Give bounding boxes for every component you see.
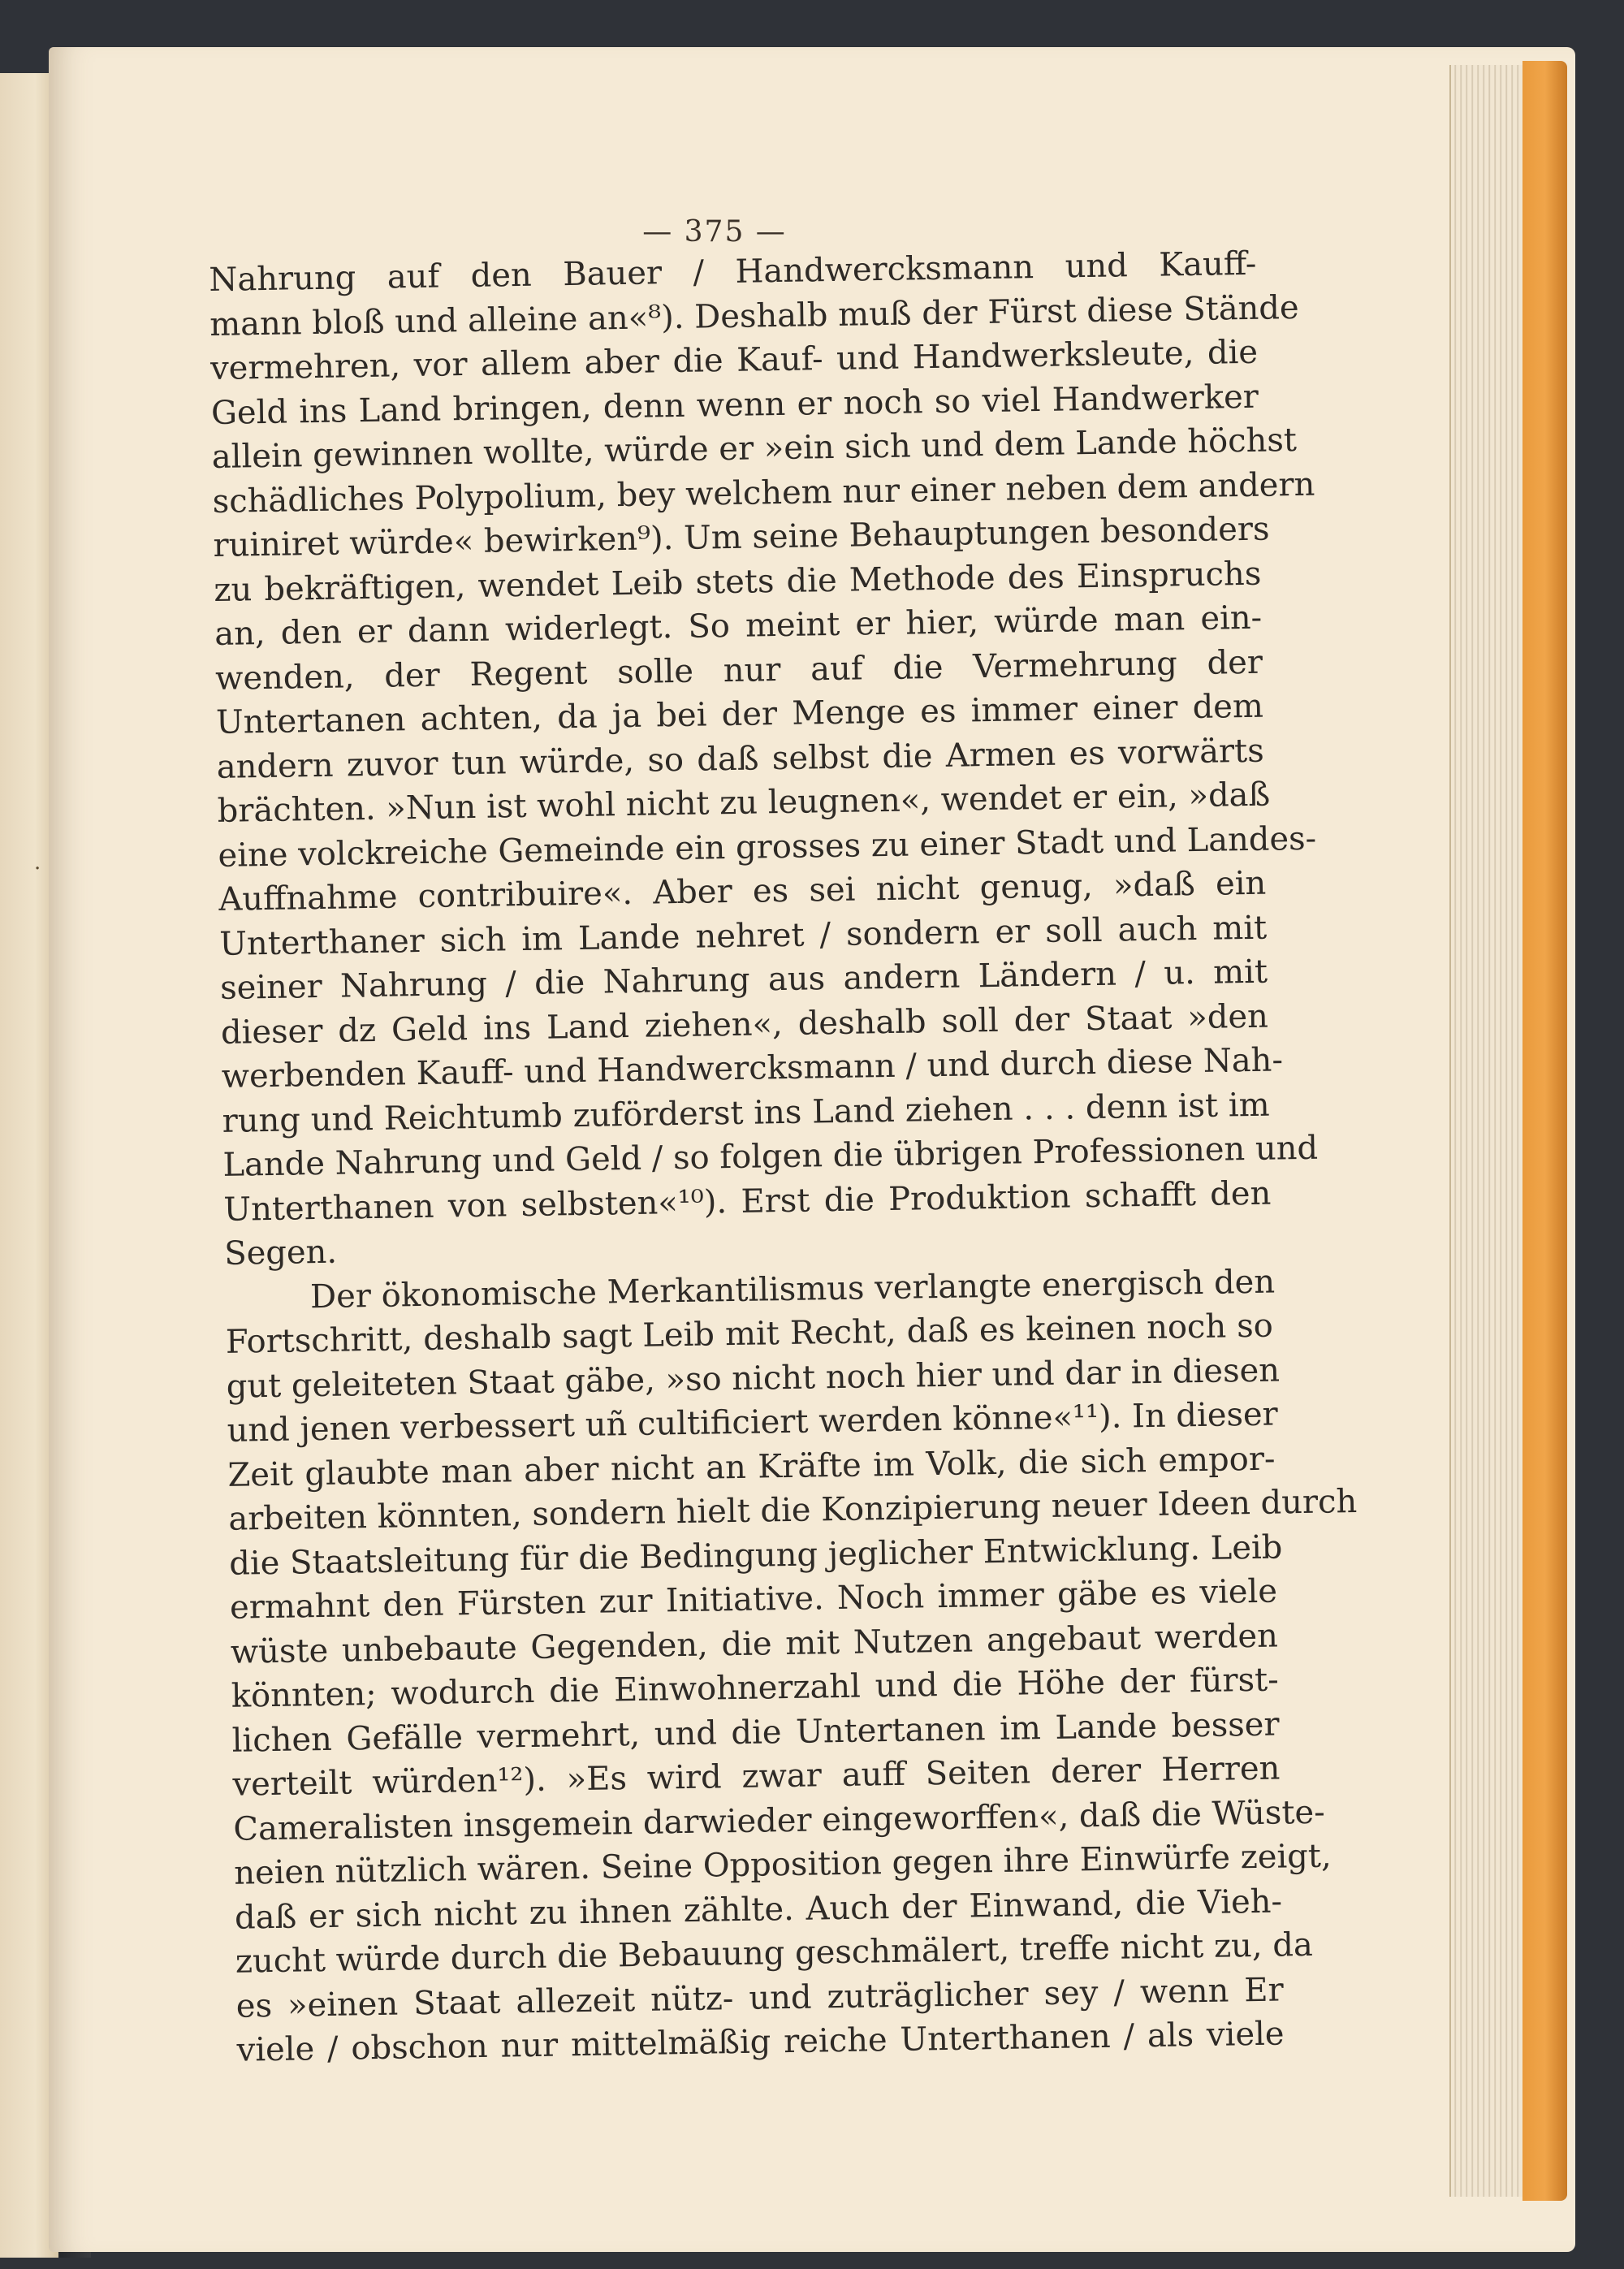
- text-line: neien nützlich wären. Seine Opposition gegen ihre Einwürfe zeigt,: [233, 1837, 1332, 1892]
- text-line: und jenen verbessert uñ cultificiert werden könne«¹¹). In dieser: [227, 1395, 1279, 1450]
- text-line: Auffnahme contribuire«. Aber es sei nicht genug, »daß ein: [218, 864, 1267, 918]
- text-line: Nahrung auf den Bauer / Handwercksmann und Kauff-: [209, 244, 1257, 299]
- text-line: dieser dz Geld ins Land ziehen«, deshalb soll der Staat »den: [220, 997, 1269, 1052]
- paragraph-end-line: Segen.: [223, 1233, 338, 1273]
- text-line: zu bekräftigen, wendet Leib stets die Methode des Einspruchs: [214, 555, 1262, 609]
- text-line: die Staatsleitung für die Bedingung jeglicher Entwicklung. Leib: [228, 1528, 1283, 1583]
- text-line: brächten. »Nun ist wohl nicht zu leugnen«, wendet er ein, »daß: [217, 776, 1271, 830]
- text-line: werbenden Kauff- und Handwercksmann / und durch diese Nah-: [221, 1041, 1284, 1096]
- text-line: vermehren, vor allem aber die Kauf- und Handwerksleute, die: [209, 333, 1259, 387]
- text-line: Unterthaner sich im Lande nehret / sondern er soll auch mit: [218, 909, 1268, 963]
- text-line: allein gewinnen wollte, würde er »ein sich und dem Lande höchst: [211, 421, 1298, 476]
- text-line: wenden, der Regent solle nur auf die Vermehrung der: [214, 643, 1263, 698]
- text-line: an, den er dann widerlegt. So meint er hier, würde man ein-: [214, 599, 1263, 653]
- text-line: Fortschritt, deshalb sagt Leib mit Recht, daß es keinen noch so: [225, 1307, 1274, 1361]
- text-line: arbeiten könnten, sondern hielt die Konzipierung neuer Ideen durch: [228, 1482, 1358, 1538]
- text-line: zucht würde durch die Bebauung geschmälert, treffe nicht zu, da: [235, 1925, 1314, 1981]
- text-line: Lande Nahrung und Geld / so folgen die übrigen Professionen und: [222, 1129, 1319, 1184]
- text-line: wüste unbebaute Gegenden, die mit Nutzen angebaut werden: [230, 1617, 1279, 1671]
- page-stack-edges: [1449, 65, 1524, 2197]
- book-cover-edge: [1522, 61, 1567, 2201]
- text-line: Geld ins Land bringen, denn wenn er noch so viel Handwerker: [210, 378, 1259, 432]
- paragraph-start-line: Der ökonomische Merkantilismus verlangte energisch den: [309, 1263, 1276, 1316]
- text-line: verteilt würden¹²). »Es wird zwar auff Seiten derer Herren: [232, 1749, 1281, 1804]
- text-line: lichen Gefälle vermehrt, und die Untertanen im Lande besser: [231, 1705, 1280, 1760]
- text-line: Zeit glaubte man aber nicht an Kräfte im Volk, die sich empor-: [227, 1440, 1276, 1494]
- text-line: gut geleiteten Staat gäbe, »so nicht noch hier und dar in diesen: [226, 1351, 1281, 1406]
- text-line: daß er sich nicht zu ihnen zählte. Auch der Einwand, die Vieh-: [234, 1882, 1283, 1937]
- text-line: könnten; wodurch die Einwohnerzahl und die Höhe der fürst-: [231, 1661, 1280, 1715]
- text-line: ermahnt den Fürsten zur Initiative. Noch immer gäbe es viele: [229, 1572, 1278, 1627]
- text-line: rung und Reichtumb zuförderst ins Land ziehen . . . denn ist im: [222, 1086, 1270, 1140]
- binding-mark: ·: [34, 857, 41, 881]
- body-text: [209, 242, 1358, 2072]
- text-line: ruiniret würde« bewirken⁹). Um seine Behauptungen besonders: [213, 510, 1270, 564]
- text-line: Untertanen achten, da ja bei der Menge es immer einer dem: [215, 687, 1264, 741]
- text-line: viele / obschon nur mittelmäßig reiche Unterthanen / als viele: [236, 2015, 1285, 2069]
- text-line: mann bloß und alleine an«⁸). Deshalb muß der Fürst diese Stände: [209, 288, 1299, 344]
- text-line: es »einen Staat allezeit nütz- und zuträglicher sey / wenn Er: [235, 1970, 1285, 2025]
- text-line: schädliches Polypolium, bey welchem nur einer neben dem andern: [212, 465, 1315, 521]
- text-line: Unterthanen von selbsten«¹⁰). Erst die Produktion schafft den: [223, 1174, 1272, 1229]
- text-line: Cameralisten insgemein darwieder eingeworffen«, daß die Wüste-: [233, 1793, 1325, 1848]
- text-line: andern zuvor tun würde, so daß selbst die Armen es vorwärts: [216, 732, 1265, 786]
- text-line: seiner Nahrung / die Nahrung aus andern Ländern / u. mit: [219, 953, 1268, 1007]
- text-line: eine volckreiche Gemeinde ein grosses zu einer Stadt und Landes-: [218, 819, 1317, 875]
- page-number: — 375 —: [642, 215, 787, 249]
